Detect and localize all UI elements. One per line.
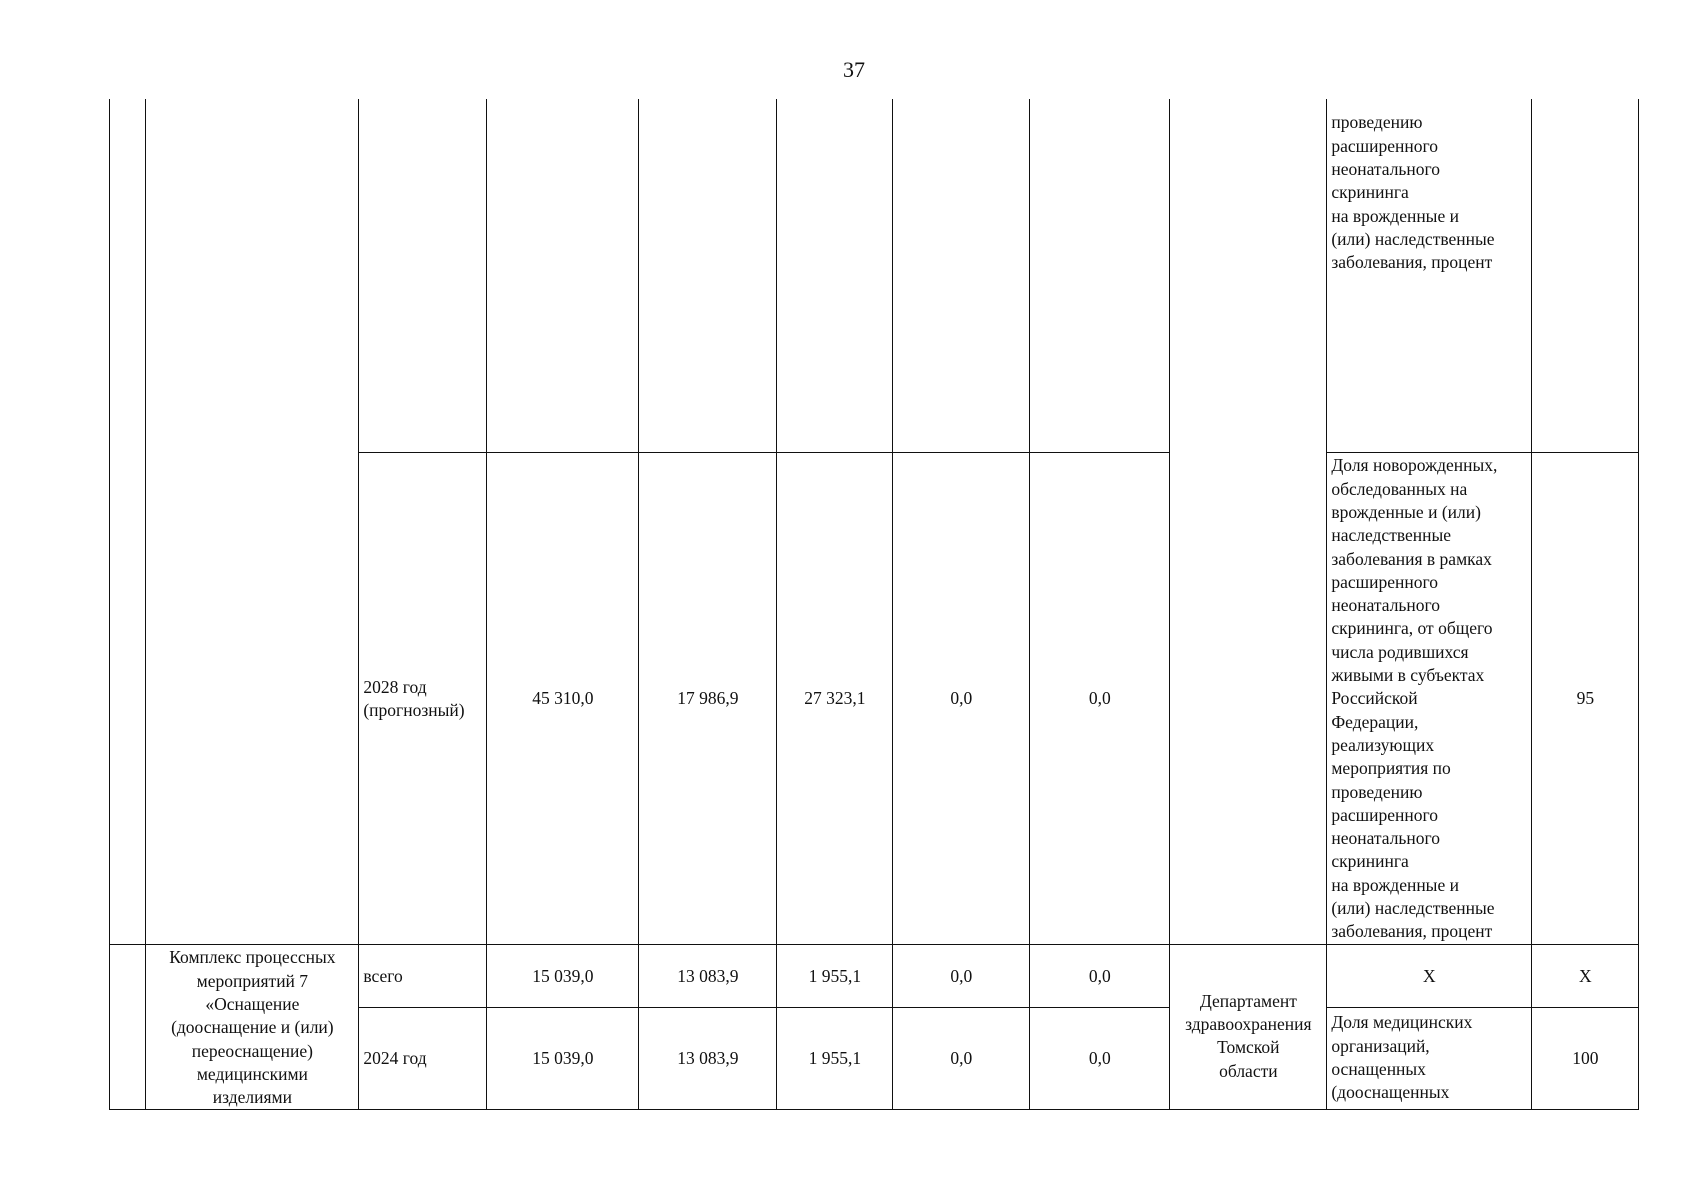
year-label: 2028 год (прогнозный) [363, 676, 465, 720]
cell-value [638, 452, 777, 945]
value-regional: 27 323,1 [804, 688, 866, 709]
target-value: 100 [1572, 1048, 1599, 1069]
page-number: 37 [843, 57, 865, 82]
cell-value [1029, 1007, 1170, 1110]
cell-value [776, 452, 893, 945]
cell-year-2028 [358, 452, 487, 945]
cell-value [638, 1007, 777, 1110]
cell-year-total [358, 944, 487, 1008]
cell-year-prev [358, 99, 487, 453]
cell-v2-prev [638, 99, 777, 453]
cell-value [892, 1007, 1030, 1110]
cell-indicator-prev [1326, 99, 1532, 453]
cell-value [486, 452, 639, 945]
indicator-text: проведению расширенного неонатального скрининга на врожденные и (или) наследственные заболевания, процент [1331, 112, 1495, 273]
value-other: 0,0 [1088, 1048, 1111, 1069]
cell-indicator-2024 [1326, 1007, 1532, 1110]
target-value: X [1579, 965, 1592, 986]
cell-v1-prev [486, 99, 639, 453]
cell-value [1029, 944, 1170, 1008]
cell-target-2024 [1531, 1007, 1639, 1110]
cell-value [1029, 452, 1170, 945]
value-federal: 17 986,9 [677, 688, 739, 709]
cell-value [776, 1007, 893, 1110]
responsible-org: Департамент здравоохранения Томской области [1185, 990, 1312, 1081]
cell-value [486, 1007, 639, 1110]
cell-indicator-total [1326, 944, 1532, 1008]
value-regional: 1 955,1 [808, 1048, 862, 1069]
cell-value [892, 452, 1030, 945]
cell-value [892, 944, 1030, 1008]
value-other: 0,0 [1088, 965, 1111, 986]
cell-target-2028 [1531, 452, 1639, 945]
cell-name [145, 99, 359, 945]
cell-target-total [1531, 944, 1639, 1008]
cell-value [776, 944, 893, 1008]
cell-value [486, 944, 639, 1008]
cell-complex-name [145, 944, 359, 1110]
cell-number [109, 99, 146, 945]
target-value: 95 [1576, 688, 1595, 709]
indicator-text: X [1423, 965, 1436, 986]
cell-target-prev [1531, 99, 1639, 453]
value-local: 0,0 [950, 965, 973, 986]
cell-number [109, 944, 146, 1110]
year-label: 2024 год [363, 1048, 427, 1069]
value-total: 15 039,0 [532, 965, 594, 986]
value-other: 0,0 [1088, 688, 1111, 709]
value-local: 0,0 [950, 1048, 973, 1069]
value-local: 0,0 [950, 688, 973, 709]
cell-year-2024 [358, 1007, 487, 1110]
indicator-text: Доля медицинских организаций, оснащенных (дооснащенных [1331, 1012, 1473, 1103]
value-federal: 13 083,9 [677, 965, 739, 986]
value-federal: 13 083,9 [677, 1048, 739, 1069]
cell-responsible-prev [1169, 99, 1327, 945]
value-regional: 1 955,1 [808, 965, 862, 986]
cell-v4-prev [892, 99, 1030, 453]
year-label: всего [363, 965, 403, 986]
complex-name: Комплекс процессных мероприятий 7 «Оснащение (дооснащение и (или) переоснащение) медицинскими изделиями [169, 947, 336, 1108]
value-total: 15 039,0 [532, 1048, 594, 1069]
cell-indicator-2028 [1326, 452, 1532, 945]
cell-responsible [1169, 944, 1327, 1110]
cell-v5-prev [1029, 99, 1170, 453]
cell-v3-prev [776, 99, 893, 453]
value-total: 45 310,0 [532, 688, 594, 709]
indicator-text: Доля новорожденных, обследованных на врожденные и (или) наследственные заболевания в рамках расширенного неонатального скрининга, от общего числа родившихся живыми в субъектах Российской Федерации, реализующих мероприятия по проведению расширенного неонатального скрининга на врожденные и (или) наследственные заболевания, процент [1331, 455, 1498, 942]
cell-value [638, 944, 777, 1008]
